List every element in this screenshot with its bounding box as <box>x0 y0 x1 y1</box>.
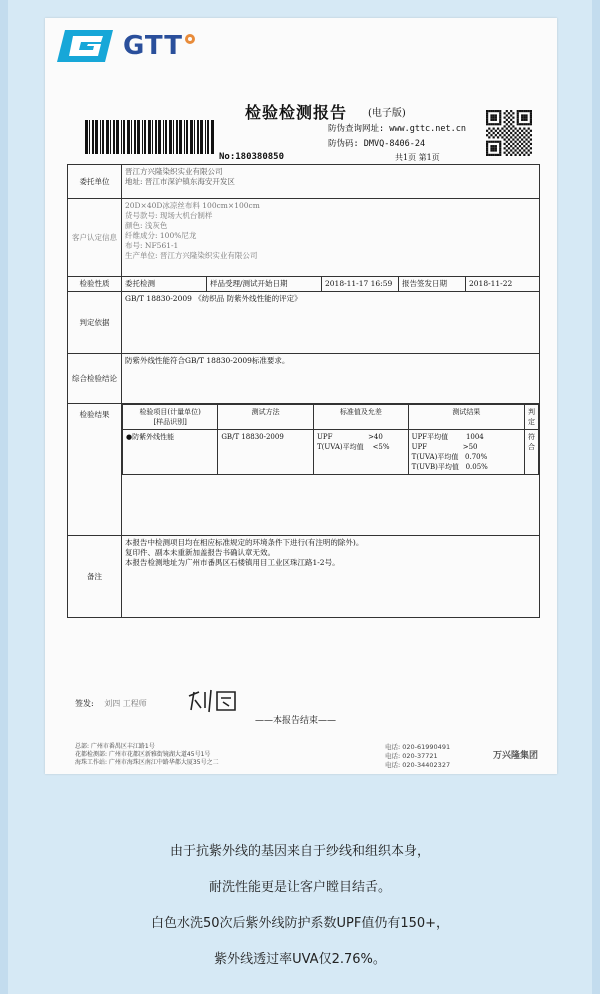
caption-line: 由于抗紫外线的基因来自于纱线和组织本身， <box>169 844 430 859</box>
verify-code: 防伪码: DMVQ-8406-24 <box>328 139 426 149</box>
gtt-logo-icon <box>57 28 113 64</box>
result-label: 检验结果 <box>68 404 122 536</box>
footer-address: 总部: 广州市番禺区丰江路1号 <box>75 743 155 750</box>
footer-phones <box>385 743 450 770</box>
sample-info <box>122 199 540 277</box>
client-address: 地址: 晋江市深沪镇东海安开发区 <box>125 177 235 186</box>
report-number: No:180380850 <box>219 152 285 162</box>
result-standard <box>314 430 409 475</box>
notes-label: 备注 <box>68 536 122 618</box>
sample-line: 颜色: 浅灰色 <box>125 221 168 230</box>
footer-phone: 电话: 020-37721 <box>385 752 438 760</box>
report-document <box>45 18 557 774</box>
client-name: 晋江方兴隆染织实业有限公司 <box>125 167 223 176</box>
standard-line: UPF >40 <box>317 433 383 441</box>
caption-line: 白色水洗50次后紫外线防护系数UPF值仍有150+， <box>150 916 450 931</box>
report-table <box>67 164 540 618</box>
signature-block <box>75 698 147 709</box>
page-count: 共1页 第1页 <box>395 153 440 162</box>
footer-phone: 电话: 020-61990491 <box>385 743 451 751</box>
report-title: 检验检测报告 <box>245 103 348 122</box>
basis-text: GB/T 18830-2009 《纺织品 防紫外线性能的评定》 <box>122 292 540 354</box>
caption-line: 耐洗性能更是让客户瞠目结舌。 <box>208 880 391 895</box>
result-values <box>408 430 524 475</box>
notes-cell <box>122 536 540 618</box>
sample-line: 生产单位: 晋江方兴隆染织实业有限公司 <box>125 251 258 260</box>
sign-label: 签发: <box>75 699 94 708</box>
sample-line: 纤维成分: 100%尼龙 <box>125 231 197 240</box>
caption <box>0 834 600 978</box>
result-line: T(UVA)平均值 0.70% <box>411 453 488 461</box>
receive-date: 2018-11-17 16:59 <box>322 277 399 292</box>
result-header: 测试方法 <box>218 405 314 430</box>
qr-code-icon <box>486 110 532 156</box>
test-type: 委托检测 <box>122 277 207 292</box>
verify-site: 防伪查询网址: www.gttc.net.cn <box>328 124 466 134</box>
sign-name: 刘四 工程师 <box>104 699 147 708</box>
result-method: GB/T 18830-2009 <box>218 430 314 475</box>
result-line: T(UVB)平均值 0.05% <box>411 463 488 471</box>
result-header: 判定 <box>525 405 539 430</box>
client-cell <box>122 165 540 199</box>
note-line: 本报告检测地址为广州市番禺区石楼镇用目工业区珠江路1-2号。 <box>125 558 340 567</box>
logo-ring-icon <box>185 34 195 44</box>
watermark: 万兴隆集团 <box>493 751 539 761</box>
footer-address: 海珠工作站: 广州市海珠区南江中路华都大厦35号之二 <box>75 759 219 766</box>
test-type-label: 检验性质 <box>68 277 122 292</box>
result-header: 标准值及允差 <box>314 405 409 430</box>
sample-line: 布号: NF561-1 <box>125 241 179 250</box>
report-edition: (电子版) <box>368 108 406 119</box>
result-header: 检验项目(计量单位) [样品识别] <box>123 405 218 430</box>
result-cell <box>122 404 540 536</box>
barcode-icon <box>85 120 215 154</box>
standard-line: T(UVA)平均值 <5% <box>317 443 390 451</box>
note-line: 本报告中检测项目均在相应标准规定的环境条件下进行(有注明的除外)。 <box>125 538 364 547</box>
conclusion-text: 防紫外线性能符合GB/T 18830-2009标准要求。 <box>122 354 540 404</box>
result-item: ●防紫外线性能 <box>123 430 218 475</box>
end-marker: ——本报告结束—— <box>255 716 337 726</box>
footer-address: 花都检测部: 广州市花都区新雅街镜湖大道45号1号 <box>75 751 211 758</box>
caption-line: 紫外线透过率UVA仅2.76%。 <box>214 952 386 967</box>
result-line: UPF平均值 1004 <box>411 433 484 441</box>
handwritten-signature-icon <box>185 686 245 716</box>
receive-label: 样品受理/测试开始日期 <box>207 277 322 292</box>
conclusion-label: 综合检验结论 <box>68 354 122 404</box>
sample-label: 客户认定信息 <box>68 199 122 277</box>
sample-line: 20D×40D冰凉丝布料 100cm×100cm <box>125 201 260 210</box>
verify-info <box>328 122 466 152</box>
gtt-logo <box>57 28 195 64</box>
note-line: 复印件、副本未重新加盖报告书确认章无效。 <box>125 548 275 557</box>
issue-date: 2018-11-22 <box>466 277 540 292</box>
result-header: 测试结果 <box>408 405 524 430</box>
sample-line: 货号款号: 现场大机台制样 <box>125 211 213 220</box>
footer-phone: 电话: 020-34402327 <box>385 761 451 769</box>
footer-addresses <box>75 743 219 767</box>
issue-label: 报告签发日期 <box>399 277 466 292</box>
result-table <box>122 404 539 475</box>
result-judge: 符合 <box>525 430 539 475</box>
basis-label: 判定依据 <box>68 292 122 354</box>
result-line: UPF >50 <box>411 443 478 451</box>
client-label: 委托单位 <box>68 165 122 199</box>
brand-name: GTT <box>123 31 183 61</box>
